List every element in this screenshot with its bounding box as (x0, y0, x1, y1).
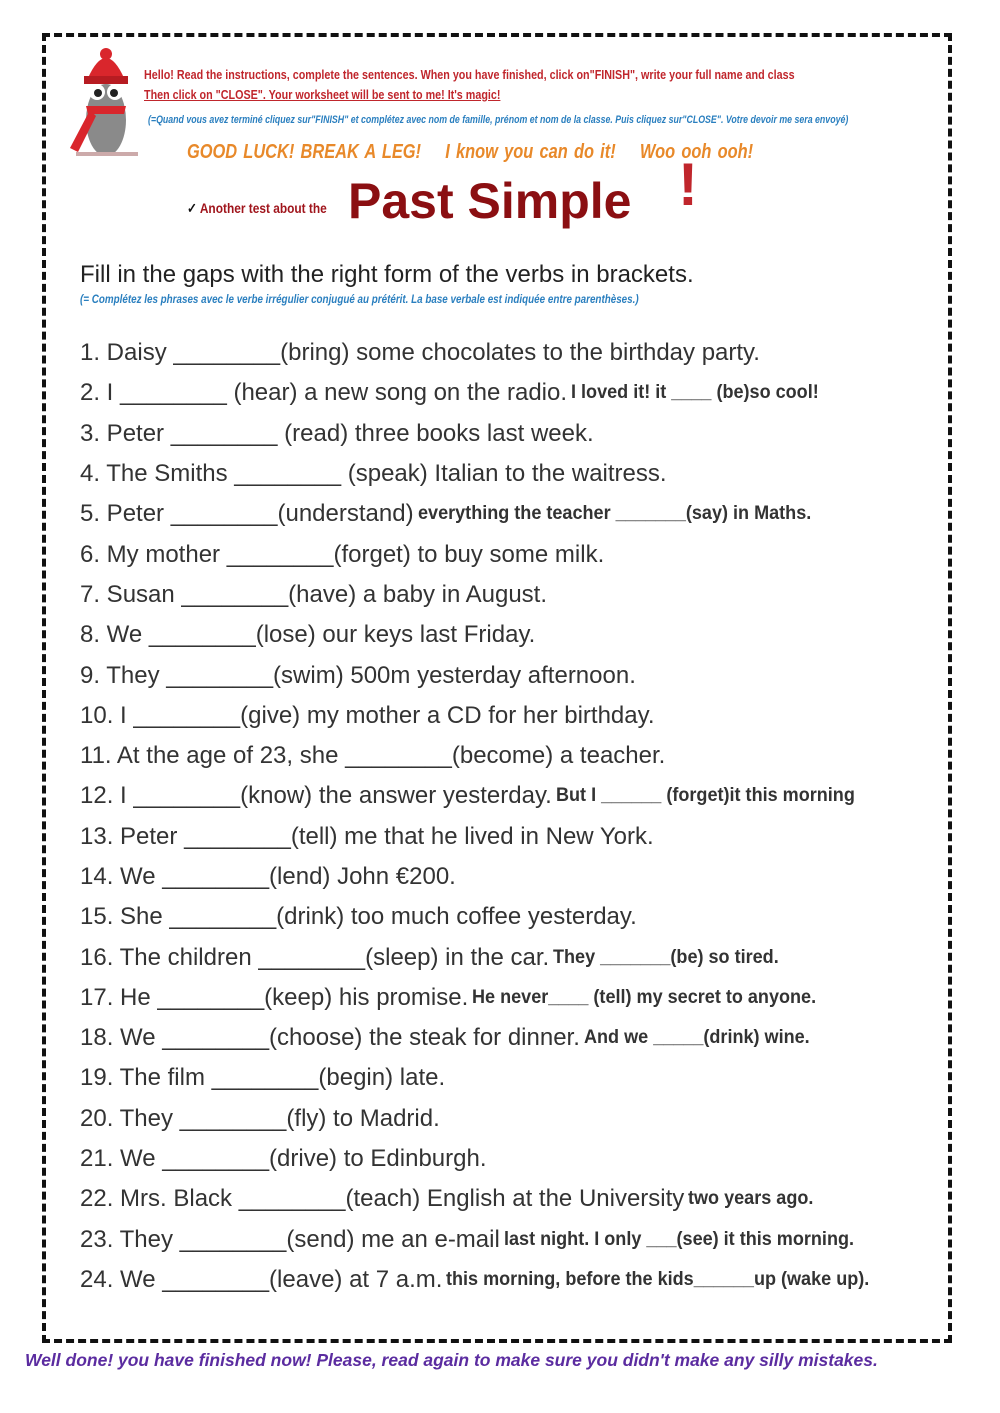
exercise-sentence: 13. Peter ________(tell) me that he lived in New York. (80, 822, 654, 850)
exercise-item (80, 494, 892, 534)
exercise-item (80, 1139, 892, 1179)
exercise-extension: He never____ (tell) my secret to anyone. (472, 986, 817, 1008)
exercise-sentence: 16. The children ________(sleep) in the car. (80, 943, 550, 971)
instruction-line-2: Then click on "CLOSE". Your worksheet will be sent to me! It's magic! (144, 88, 501, 102)
subtitle (187, 200, 327, 217)
exercise-list (80, 333, 892, 1300)
exercise-item (80, 534, 892, 574)
exercise-item (80, 1220, 892, 1260)
exercise-item (80, 857, 892, 897)
exercise-item (80, 817, 892, 857)
exercise-item (80, 1058, 892, 1098)
exercise-extension: But I ______ (forget)it this morning (555, 785, 855, 807)
exercise-extension: And we _____(drink) wine. (583, 1027, 810, 1049)
exercise-sentence: 22. Mrs. Black ________(teach) English at the University (80, 1185, 685, 1213)
exercise-sentence: 24. We ________(leave) at 7 a.m. (80, 1265, 443, 1293)
exercise-sentence: 23. They ________(send) me an e-mail (80, 1225, 500, 1253)
task-instruction-french: (= Complétez les phrases avec le verbe irrégulier conjugué au prétérit. La base verbale est indiquée entre parenthèses.) (80, 292, 639, 306)
exercise-sentence: 10. I ________(give) my mother a CD for her birthday. (80, 701, 655, 729)
page-title: Past Simple (348, 173, 632, 229)
exercise-sentence: 21. We ________(drive) to Edinburgh. (80, 1145, 487, 1173)
instruction-line-1: Hello! Read the instructions, complete the sentences. When you have finished, click on"FINISH", write your full name and class (144, 68, 795, 82)
exercise-sentence: 8. We ________(lose) our keys last Friday. (80, 621, 536, 649)
owl-illustration (66, 48, 146, 166)
exercise-item (80, 1099, 892, 1139)
exercise-item (80, 454, 892, 494)
check-icon: ✓ (187, 200, 197, 216)
exercise-sentence: 9. They ________(swim) 500m yesterday afternoon. (80, 661, 636, 689)
exercise-sentence: 7. Susan ________(have) a baby in August. (80, 580, 548, 608)
exercise-item (80, 655, 892, 695)
encouragement-3: Woo ooh ooh! (639, 141, 754, 163)
exercise-item (80, 615, 892, 655)
exercise-item (80, 696, 892, 736)
exercise-sentence: 15. She ________(drink) too much coffee yesterday. (80, 903, 637, 931)
exercise-sentence: 17. He ________(keep) his promise. (80, 983, 469, 1011)
exercise-item (80, 414, 892, 454)
subtitle-text: Another test about the (199, 200, 327, 216)
exercise-sentence: 2. I ________ (hear) a new song on the radio. (80, 379, 568, 407)
exercise-sentence: 12. I ________(know) the answer yesterday. (80, 782, 552, 810)
footer-message: Well done! you have finished now! Please, read again to make sure you didn't make any silly mistakes. (25, 1350, 878, 1370)
instruction-french: (=Quand vous avez terminé cliquez sur"FINISH" et complétez avec nom de famille, prénom et nom de la classe. Puis cliquez sur"CLOSE". Votre devoir me sera envoyé) (148, 114, 849, 126)
title-exclamation: ! (678, 151, 698, 218)
exercise-sentence: 19. The film ________(begin) late. (80, 1064, 446, 1092)
exercise-extension: two years ago. (688, 1188, 814, 1210)
encouragement-2: I know you can do it! (445, 141, 616, 163)
exercise-sentence: 5. Peter ________(understand) (80, 500, 414, 528)
exercise-sentence: 6. My mother ________(forget) to buy some milk. (80, 540, 605, 568)
exercise-sentence: 3. Peter ________ (read) three books last week. (80, 419, 594, 447)
exercise-item (80, 776, 892, 816)
exercise-item (80, 937, 892, 977)
exercise-extension: They _______(be) so tired. (553, 946, 779, 968)
exercise-item (80, 373, 892, 413)
exercise-extension: this morning, before the kids______up (wake up). (446, 1268, 870, 1290)
exercise-item (80, 897, 892, 937)
exercise-item (80, 978, 892, 1018)
exercise-item (80, 1179, 892, 1219)
exercise-sentence: 4. The Smiths ________ (speak) Italian to the waitress. (80, 460, 667, 488)
exercise-extension: last night. I only ___(see) it this morning. (503, 1228, 854, 1250)
exercise-extension: I loved it! it ____ (be)so cool! (571, 382, 819, 404)
exercise-sentence: 11. At the age of 23, she ________(become) a teacher. (80, 742, 666, 770)
exercise-item (80, 1260, 892, 1300)
exercise-item (80, 575, 892, 615)
encouragement-1: GOOD LUCK! BREAK A LEG! (187, 141, 422, 163)
exercise-item (80, 736, 892, 776)
exercise-sentence: 18. We ________(choose) the steak for dinner. (80, 1024, 580, 1052)
task-instruction: Fill in the gaps with the right form of the verbs in brackets. (80, 261, 694, 288)
exercise-sentence: 20. They ________(fly) to Madrid. (80, 1104, 440, 1132)
exercise-sentence: 1. Daisy ________(bring) some chocolates to the birthday party. (80, 339, 760, 367)
exercise-item (80, 1018, 892, 1058)
exercise-extension: everything the teacher _______(say) in Maths. (417, 503, 811, 525)
exercise-sentence: 14. We ________(lend) John €200. (80, 863, 456, 890)
exercise-item (80, 333, 892, 373)
